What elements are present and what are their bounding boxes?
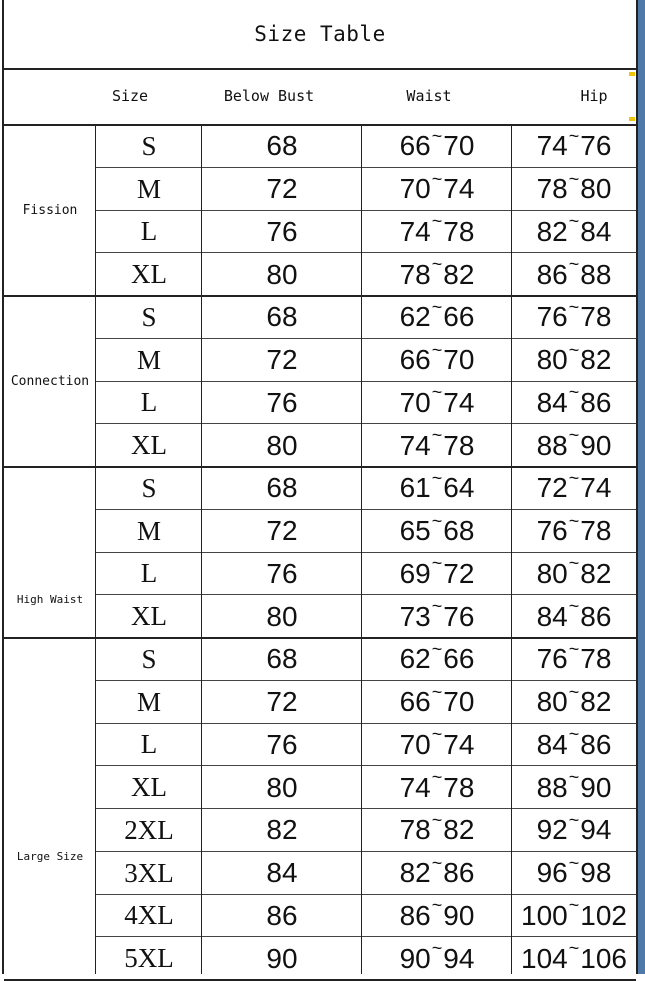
waist-cell-max: 64 bbox=[443, 472, 475, 504]
hip-cell-min: 72 bbox=[536, 472, 568, 504]
below-bust-cell: 68 bbox=[266, 643, 298, 675]
waist-cell bbox=[362, 852, 512, 895]
waist-cell-min: 74 bbox=[399, 429, 431, 461]
below-bust-cell: 86 bbox=[266, 899, 298, 931]
waist-cell bbox=[362, 638, 512, 681]
waist-cell-min: 66 bbox=[399, 130, 431, 162]
waist-cell-max: 70 bbox=[443, 130, 475, 162]
waist-cell bbox=[362, 895, 512, 938]
range-tilde: ~ bbox=[568, 467, 580, 488]
category-label: Fission bbox=[22, 203, 78, 218]
range-tilde: ~ bbox=[568, 339, 580, 360]
range-tilde: ~ bbox=[568, 382, 580, 403]
waist-cell-min: 66 bbox=[399, 344, 431, 376]
waist-cell bbox=[362, 339, 512, 382]
waist-cell-max: 66 bbox=[443, 301, 475, 333]
range-tilde: ~ bbox=[568, 125, 580, 146]
hip-cell-min: 96 bbox=[536, 857, 568, 889]
hip-cell-min: 104 bbox=[521, 942, 568, 974]
waist-cell-max: 78 bbox=[443, 771, 475, 803]
range-tilde: ~ bbox=[568, 254, 580, 275]
range-tilde: ~ bbox=[568, 938, 580, 959]
hip-cell bbox=[512, 382, 636, 425]
waist-cell bbox=[362, 553, 512, 596]
waist-cell-min: 66 bbox=[399, 686, 431, 718]
waist-cell-min: 74 bbox=[399, 771, 431, 803]
hip-cell bbox=[512, 125, 636, 168]
hip-cell-max: 88 bbox=[580, 258, 612, 290]
window-edge bbox=[638, 0, 645, 974]
waist-cell-max: 82 bbox=[443, 258, 475, 290]
size-cell: 3XL bbox=[124, 857, 174, 888]
waist-cell-min: 86 bbox=[399, 899, 431, 931]
hip-cell-max: 84 bbox=[580, 215, 612, 247]
below-bust-cell: 80 bbox=[266, 600, 298, 632]
below-bust-cell: 90 bbox=[266, 942, 298, 974]
hip-cell-min: 76 bbox=[536, 515, 568, 547]
category-label: High Waist bbox=[16, 593, 84, 607]
range-tilde: ~ bbox=[431, 254, 443, 275]
hip-cell-min: 92 bbox=[536, 814, 568, 846]
range-tilde: ~ bbox=[431, 425, 443, 446]
below-bust-cell: 80 bbox=[266, 771, 298, 803]
range-tilde: ~ bbox=[431, 296, 443, 317]
waist-cell-max: 86 bbox=[443, 857, 475, 889]
waist-cell-min: 70 bbox=[399, 173, 431, 205]
waist-cell-min: 78 bbox=[399, 814, 431, 846]
column-divider bbox=[511, 125, 512, 974]
below-bust-cell: 72 bbox=[266, 515, 298, 547]
range-tilde: ~ bbox=[568, 296, 580, 317]
size-cell: M bbox=[136, 515, 161, 546]
column-divider bbox=[361, 125, 362, 974]
hip-cell-min: 88 bbox=[536, 429, 568, 461]
range-tilde: ~ bbox=[568, 767, 580, 788]
hip-cell-max: 74 bbox=[580, 472, 612, 504]
range-tilde: ~ bbox=[431, 125, 443, 146]
waist-cell bbox=[362, 510, 512, 553]
hip-cell-max: 102 bbox=[580, 899, 627, 931]
size-cell: L bbox=[140, 387, 158, 418]
range-tilde: ~ bbox=[568, 596, 580, 617]
waist-cell-min: 78 bbox=[399, 258, 431, 290]
hip-cell-min: 80 bbox=[536, 344, 568, 376]
hip-cell-min: 80 bbox=[536, 686, 568, 718]
waist-cell bbox=[362, 595, 512, 638]
range-tilde: ~ bbox=[568, 724, 580, 745]
hip-cell-min: 86 bbox=[536, 258, 568, 290]
below-bust-cell: 68 bbox=[266, 472, 298, 504]
size-cell: M bbox=[136, 173, 161, 204]
hip-cell-min: 84 bbox=[536, 386, 568, 418]
range-tilde: ~ bbox=[568, 553, 580, 574]
hip-cell-max: 90 bbox=[580, 771, 612, 803]
hip-cell-min: 84 bbox=[536, 600, 568, 632]
range-tilde: ~ bbox=[431, 382, 443, 403]
hip-cell-max: 78 bbox=[580, 301, 612, 333]
waist-cell-min: 62 bbox=[399, 301, 431, 333]
hip-cell bbox=[512, 681, 636, 724]
range-tilde: ~ bbox=[431, 852, 443, 873]
range-tilde: ~ bbox=[431, 168, 443, 189]
below-bust-cell: 82 bbox=[266, 814, 298, 846]
below-bust-cell: 84 bbox=[266, 857, 298, 889]
range-tilde: ~ bbox=[431, 510, 443, 531]
header-waist: Waist bbox=[406, 87, 452, 105]
hip-cell-max: 78 bbox=[580, 643, 612, 675]
hip-cell-min: 100 bbox=[521, 899, 568, 931]
hip-cell-min: 74 bbox=[536, 130, 568, 162]
hip-cell-min: 88 bbox=[536, 771, 568, 803]
waist-cell-min: 70 bbox=[399, 386, 431, 418]
header-row bbox=[4, 68, 636, 126]
waist-cell bbox=[362, 125, 512, 168]
below-bust-cell: 72 bbox=[266, 173, 298, 205]
waist-cell-min: 61 bbox=[399, 472, 431, 504]
waist-cell bbox=[362, 724, 512, 767]
range-tilde: ~ bbox=[431, 681, 443, 702]
hip-cell bbox=[512, 852, 636, 895]
size-cell: S bbox=[141, 472, 157, 503]
hip-cell bbox=[512, 809, 636, 852]
size-cell: XL bbox=[131, 259, 167, 290]
range-tilde: ~ bbox=[431, 211, 443, 232]
hip-cell-max: 82 bbox=[580, 344, 612, 376]
below-bust-cell: 80 bbox=[266, 429, 298, 461]
size-cell: M bbox=[136, 686, 161, 717]
hip-cell bbox=[512, 766, 636, 809]
size-cell: L bbox=[140, 216, 158, 247]
hip-cell-min: 84 bbox=[536, 728, 568, 760]
hip-cell bbox=[512, 510, 636, 553]
waist-cell-max: 70 bbox=[443, 686, 475, 718]
column-divider bbox=[95, 125, 96, 974]
hip-cell bbox=[512, 296, 636, 339]
waist-cell-min: 73 bbox=[399, 600, 431, 632]
waist-cell-max: 74 bbox=[443, 173, 475, 205]
range-tilde: ~ bbox=[568, 809, 580, 830]
below-bust-cell: 76 bbox=[266, 728, 298, 760]
waist-cell bbox=[362, 467, 512, 510]
accent-mark bbox=[629, 72, 635, 76]
header-hip: Hip bbox=[580, 87, 608, 105]
waist-cell-min: 62 bbox=[399, 643, 431, 675]
size-cell: M bbox=[136, 344, 161, 375]
hip-cell bbox=[512, 467, 636, 510]
size-cell: S bbox=[141, 301, 157, 332]
waist-cell bbox=[362, 168, 512, 211]
waist-cell-max: 78 bbox=[443, 429, 475, 461]
size-cell: XL bbox=[131, 430, 167, 461]
size-cell: L bbox=[140, 729, 158, 760]
below-bust-cell: 72 bbox=[266, 344, 298, 376]
waist-cell-max: 76 bbox=[443, 600, 475, 632]
hip-cell bbox=[512, 895, 636, 938]
waist-cell bbox=[362, 809, 512, 852]
waist-cell-max: 82 bbox=[443, 814, 475, 846]
hip-cell bbox=[512, 724, 636, 767]
below-bust-cell: 72 bbox=[266, 686, 298, 718]
waist-cell-min: 74 bbox=[399, 215, 431, 247]
header-size: Size bbox=[111, 87, 149, 105]
size-cell: 4XL bbox=[124, 900, 174, 931]
hip-cell-min: 78 bbox=[536, 173, 568, 205]
hip-cell-max: 80 bbox=[580, 173, 612, 205]
waist-cell-max: 78 bbox=[443, 215, 475, 247]
waist-cell bbox=[362, 424, 512, 467]
waist-cell-min: 65 bbox=[399, 515, 431, 547]
waist-cell bbox=[362, 681, 512, 724]
hip-cell-max: 90 bbox=[580, 429, 612, 461]
waist-cell-max: 66 bbox=[443, 643, 475, 675]
waist-cell-min: 69 bbox=[399, 557, 431, 589]
range-tilde: ~ bbox=[431, 467, 443, 488]
size-cell: 5XL bbox=[124, 943, 174, 974]
waist-cell bbox=[362, 296, 512, 339]
below-bust-cell: 68 bbox=[266, 130, 298, 162]
waist-cell-max: 68 bbox=[443, 515, 475, 547]
hip-cell-max: 86 bbox=[580, 600, 612, 632]
waist-cell-max: 74 bbox=[443, 728, 475, 760]
below-bust-cell: 76 bbox=[266, 386, 298, 418]
range-tilde: ~ bbox=[568, 211, 580, 232]
waist-cell bbox=[362, 382, 512, 425]
range-tilde: ~ bbox=[568, 681, 580, 702]
hip-cell-min: 80 bbox=[536, 557, 568, 589]
hip-cell-max: 86 bbox=[580, 728, 612, 760]
hip-cell-max: 82 bbox=[580, 557, 612, 589]
hip-cell-min: 76 bbox=[536, 301, 568, 333]
hip-cell-min: 82 bbox=[536, 215, 568, 247]
column-divider bbox=[201, 125, 202, 974]
below-bust-cell: 68 bbox=[266, 301, 298, 333]
hip-cell bbox=[512, 553, 636, 596]
hip-cell bbox=[512, 253, 636, 296]
hip-cell-max: 94 bbox=[580, 814, 612, 846]
waist-cell-min: 82 bbox=[399, 857, 431, 889]
hip-cell bbox=[512, 595, 636, 638]
hip-cell-max: 98 bbox=[580, 857, 612, 889]
waist-cell bbox=[362, 766, 512, 809]
range-tilde: ~ bbox=[431, 895, 443, 916]
range-tilde: ~ bbox=[431, 339, 443, 360]
hip-cell bbox=[512, 168, 636, 211]
hip-cell bbox=[512, 424, 636, 467]
range-tilde: ~ bbox=[568, 895, 580, 916]
range-tilde: ~ bbox=[568, 168, 580, 189]
range-tilde: ~ bbox=[431, 809, 443, 830]
below-bust-cell: 80 bbox=[266, 258, 298, 290]
range-tilde: ~ bbox=[568, 638, 580, 659]
header-below-bust: Below Bust bbox=[223, 87, 315, 105]
hip-cell bbox=[512, 638, 636, 681]
size-cell: XL bbox=[131, 601, 167, 632]
size-cell: S bbox=[141, 130, 157, 161]
size-cell: S bbox=[141, 643, 157, 674]
accent-mark bbox=[629, 117, 635, 121]
range-tilde: ~ bbox=[568, 510, 580, 531]
waist-cell-max: 70 bbox=[443, 344, 475, 376]
hip-cell-max: 76 bbox=[580, 130, 612, 162]
range-tilde: ~ bbox=[431, 638, 443, 659]
range-tilde: ~ bbox=[431, 596, 443, 617]
range-tilde: ~ bbox=[568, 425, 580, 446]
range-tilde: ~ bbox=[431, 767, 443, 788]
hip-cell-max: 86 bbox=[580, 386, 612, 418]
table-title: Size Table bbox=[4, 0, 636, 70]
waist-cell-min: 90 bbox=[399, 942, 431, 974]
range-tilde: ~ bbox=[431, 553, 443, 574]
hip-cell-max: 106 bbox=[580, 942, 627, 974]
waist-cell-max: 74 bbox=[443, 386, 475, 418]
hip-cell-max: 82 bbox=[580, 686, 612, 718]
category-label: Connection bbox=[10, 374, 90, 389]
hip-cell-max: 78 bbox=[580, 515, 612, 547]
size-cell: L bbox=[140, 558, 158, 589]
hip-cell bbox=[512, 339, 636, 382]
hip-cell-min: 76 bbox=[536, 643, 568, 675]
range-tilde: ~ bbox=[431, 724, 443, 745]
waist-cell-max: 72 bbox=[443, 557, 475, 589]
waist-cell-max: 94 bbox=[443, 942, 475, 974]
size-cell: XL bbox=[131, 772, 167, 803]
waist-cell bbox=[362, 253, 512, 296]
size-cell: 2XL bbox=[124, 814, 174, 845]
hip-cell bbox=[512, 211, 636, 254]
waist-cell bbox=[362, 211, 512, 254]
waist-cell-min: 70 bbox=[399, 728, 431, 760]
below-bust-cell: 76 bbox=[266, 215, 298, 247]
below-bust-cell: 76 bbox=[266, 557, 298, 589]
range-tilde: ~ bbox=[568, 852, 580, 873]
range-tilde: ~ bbox=[431, 938, 443, 959]
category-label: Large Size bbox=[16, 849, 84, 863]
waist-cell-max: 90 bbox=[443, 899, 475, 931]
